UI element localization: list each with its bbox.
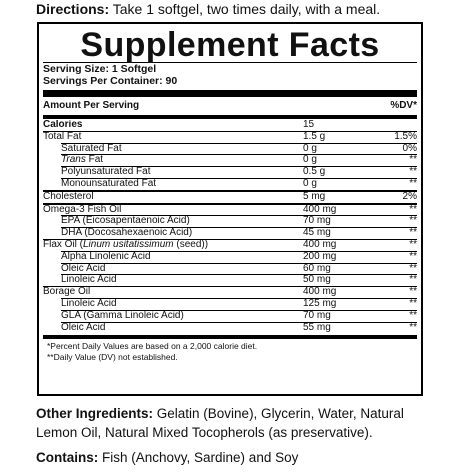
- nutrient-amount: 55 mg: [303, 321, 331, 333]
- nutrient-dv: **: [409, 177, 417, 189]
- nutrient-amount: 5 mg: [303, 190, 326, 202]
- nutrient-name-suffix: (seed)): [173, 239, 209, 250]
- nutrient-amount: 1.5 g: [303, 130, 326, 142]
- nutrient-amount: 400 mg: [303, 238, 337, 250]
- nutrient-name: Polyunsaturated Fat: [61, 167, 151, 178]
- nutrient-dv: **: [409, 227, 417, 239]
- directions-text: Take 1 softgel, two times daily, with a meal.: [109, 1, 381, 17]
- nutrient-name: GLA (Gamma Linoleic Acid): [61, 310, 184, 321]
- contains: [36, 450, 446, 466]
- directions: [36, 1, 456, 17]
- footnote-dv-not-established: **Daily Value (DV) not established.: [47, 352, 178, 363]
- footer-divider: [43, 335, 417, 339]
- nutrient-row: [61, 274, 417, 286]
- nutrient-dv: **: [409, 250, 417, 262]
- nutrient-name: Linoleic Acid: [61, 275, 117, 286]
- nutrient-dv: **: [409, 297, 417, 309]
- nutrient-amount: 50 mg: [303, 274, 331, 286]
- nutrient-amount: 400 mg: [303, 286, 337, 298]
- nutrient-amount: 70 mg: [303, 309, 331, 321]
- nutrient-amount: 0 g: [303, 154, 317, 166]
- nutrient-dv: 0%: [402, 142, 417, 154]
- nutrient-name: Omega-3 Fish Oil: [43, 204, 122, 215]
- nutrient-row: [61, 166, 417, 178]
- nutrient-dv: **: [409, 215, 417, 227]
- other-ingredients-label: Other Ingredients:: [36, 406, 154, 421]
- nutrient-name: Cholesterol: [43, 191, 94, 202]
- nutrient-name: Total Fat: [43, 131, 82, 142]
- nutrient-row: [43, 120, 417, 131]
- nutrient-dv: **: [409, 238, 417, 250]
- nutrient-amount: 15: [303, 119, 315, 130]
- nutrient-name-rest: Fat: [85, 155, 104, 166]
- nutrient-name: Calories: [43, 120, 83, 130]
- nutrient-row: [61, 263, 417, 275]
- nutrient-name: Alpha Linolenic Acid: [61, 251, 151, 262]
- nutrient-row: [43, 203, 417, 216]
- nutrient-row: [61, 298, 417, 310]
- nutrient-amount: 0.5 g: [303, 166, 326, 178]
- nutrient-row: [61, 178, 417, 190]
- servings-per-container: Servings Per Container: 90: [43, 75, 178, 87]
- nutrient-row: [61, 227, 417, 239]
- nutrient-name: EPA (Eicosapentaenoic Acid): [61, 216, 190, 227]
- directions-label: Directions:: [36, 1, 110, 17]
- nutrient-name: [61, 155, 303, 166]
- nutrient-amount: 45 mg: [303, 227, 331, 239]
- nutrient-name: Oleic Acid: [61, 322, 106, 333]
- nutrient-dv: **: [409, 321, 417, 333]
- nutrient-name: DHA (Docosahexaenoic Acid): [61, 228, 193, 239]
- contains-text: Fish (Anchovy, Sardine) and Soy: [98, 450, 299, 465]
- nutrient-name: Monounsaturated Fat: [61, 178, 157, 189]
- nutrient-amount: 400 mg: [303, 203, 337, 215]
- nutrient-dv: **: [409, 166, 417, 178]
- other-ingredients-text: Gelatin (Bovine), Glycerin, Water, Natural Lemon Oil, Natural Mixed Tocopherols (as preservative).: [36, 406, 404, 440]
- dv-header: %DV*: [390, 100, 417, 111]
- nutrient-name-italic: Linum usitatissimum: [83, 239, 174, 250]
- nutrient-row: [43, 190, 417, 203]
- nutrient-table: [43, 120, 417, 333]
- serving-size: Serving Size: 1 Softgel: [43, 63, 157, 75]
- nutrient-row: [61, 154, 417, 166]
- panel-title: Supplement Facts: [80, 26, 380, 64]
- nutrient-row: [61, 322, 417, 334]
- nutrient-dv: **: [409, 274, 417, 286]
- column-header: [43, 99, 417, 113]
- nutrient-dv: **: [409, 286, 417, 298]
- nutrient-row: [61, 251, 417, 263]
- nutrient-amount: 70 mg: [303, 215, 331, 227]
- nutrient-amount: 0 g: [303, 142, 317, 154]
- nutrient-amount: 60 mg: [303, 262, 331, 274]
- amount-header: Amount Per Serving: [43, 100, 140, 111]
- nutrient-dv: **: [409, 154, 417, 166]
- nutrient-amount: 200 mg: [303, 250, 337, 262]
- nutrient-name: [43, 240, 303, 251]
- footnote-percent-dv: *Percent Daily Values are based on a 2,000 calorie diet.: [47, 341, 258, 352]
- nutrient-amount: 0 g: [303, 177, 317, 189]
- nutrient-row: [43, 239, 417, 251]
- header-divider: [43, 115, 417, 119]
- nutrient-name: Borage Oil: [43, 287, 91, 298]
- nutrient-name-prefix: Flax Oil (: [43, 239, 83, 250]
- nutrient-row: [43, 131, 417, 143]
- other-ingredients: [36, 404, 446, 442]
- nutrient-name: Linoleic Acid: [61, 298, 117, 309]
- nutrient-dv: 2%: [402, 190, 417, 202]
- nutrient-row: [61, 215, 417, 227]
- nutrient-name-italic: Trans: [61, 155, 86, 166]
- nutrient-dv: **: [409, 309, 417, 321]
- thick-divider: [43, 90, 417, 97]
- nutrient-amount: 125 mg: [303, 297, 337, 309]
- contains-label: Contains:: [36, 450, 99, 465]
- nutrient-row: [43, 286, 417, 298]
- nutrient-row: [61, 310, 417, 322]
- supplement-facts-panel: [37, 22, 423, 396]
- nutrient-row: [61, 143, 417, 155]
- footnotes: [43, 341, 417, 363]
- nutrient-name: Oleic Acid: [61, 263, 106, 274]
- nutrient-dv: 1.5%: [394, 130, 417, 142]
- nutrient-dv: **: [409, 262, 417, 274]
- nutrient-name: Saturated Fat: [61, 143, 122, 154]
- nutrient-dv: **: [409, 203, 417, 215]
